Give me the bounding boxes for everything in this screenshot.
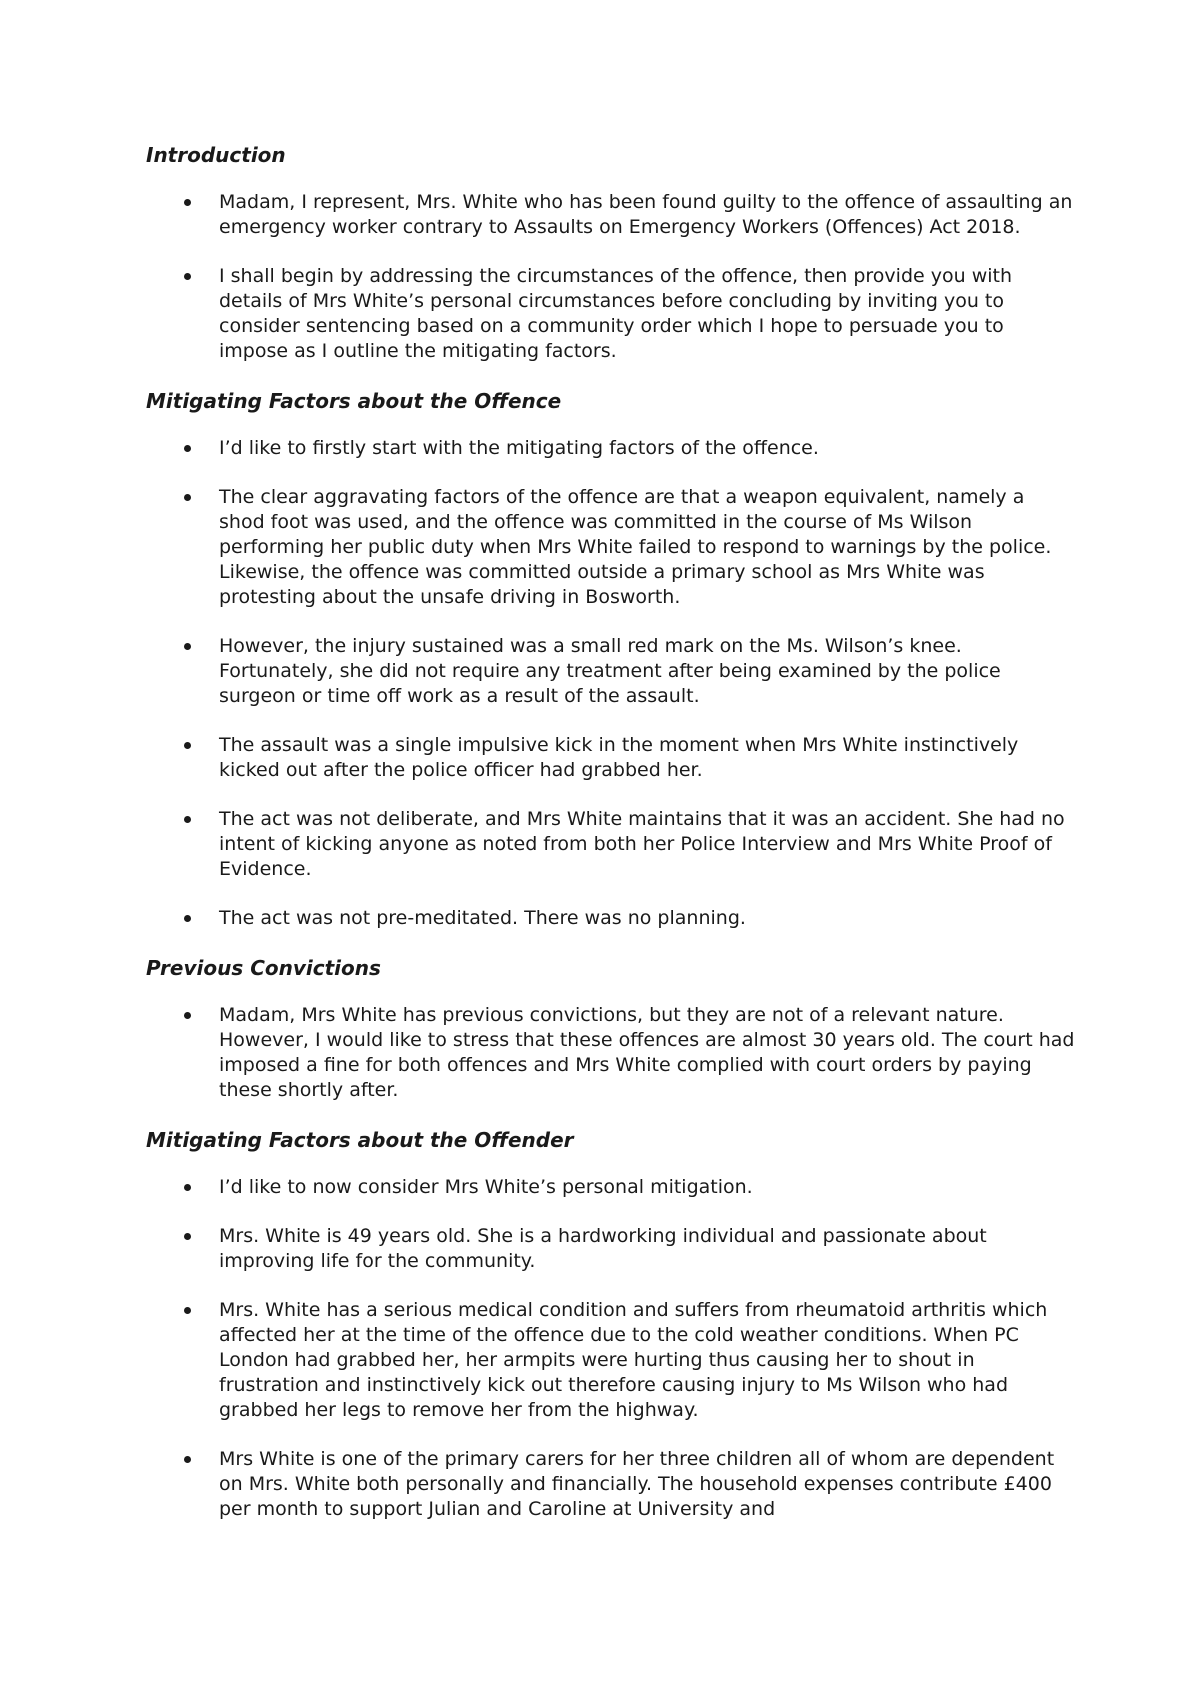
bullet-icon: [184, 494, 191, 501]
bullet-icon: [184, 445, 191, 452]
section-heading-previous-convictions: Previous Convictions: [146, 956, 381, 980]
list-item: [146, 1447, 1076, 1522]
list-item: [146, 264, 1076, 364]
bullet-icon: [184, 742, 191, 749]
paragraph-text: The clear aggravating factors of the offence are that a weapon equivalent, namely a shod foot was used, and the offence was committed in the course of Ms Wilson performing her public duty when Mrs White failed to respond to warnings by the police. Likewise, the offence was committed outside a primary school as Mrs White was protesting about the unsafe driving in Bosworth.: [219, 486, 1052, 608]
list-item: [146, 733, 1076, 783]
bullet-icon: [184, 1184, 191, 1191]
paragraph-text: Madam, Mrs White has previous convictions, but they are not of a relevant nature. However, I would like to stress that these offences are almost 30 years old. The court had imposed a fine for both offences and Mrs White complied with court orders by paying these shortly after.: [219, 1004, 1075, 1101]
section-heading-introduction: Introduction: [146, 143, 286, 167]
list-item: [146, 485, 1076, 610]
bullet-icon: [184, 1233, 191, 1240]
list-item: [146, 1298, 1076, 1423]
bullet-list-previous-convictions: [146, 1003, 1076, 1103]
paragraph-text: I shall begin by addressing the circumstances of the offence, then provide you with details of Mrs White’s personal circumstances before concluding by inviting you to consider sentencing based on a community order which I hope to persuade you to impose as I outline the mitigating factors.: [219, 265, 1012, 362]
paragraph-text: Mrs. White has a serious medical condition and suffers from rheumatoid arthritis which affected her at the time of the offence due to the cold weather conditions. When PC London had grabbed her, her armpits were hurting thus causing her to shout in frustration and instinctively kick out therefore causing injury to Ms Wilson who had grabbed her legs to remove her from the highway.: [219, 1299, 1048, 1421]
paragraph-text: The act was not deliberate, and Mrs White maintains that it was an accident. She had no intent of kicking anyone as noted from both her Police Interview and Mrs White Proof of Evidence.: [219, 808, 1065, 880]
bullet-icon: [184, 199, 191, 206]
paragraph-text: I’d like to now consider Mrs White’s personal mitigation.: [219, 1176, 753, 1198]
paragraph-text: Mrs. White is 49 years old. She is a hardworking individual and passionate about improving life for the community.: [219, 1225, 987, 1272]
section-heading-offence-mitigation: Mitigating Factors about the Offence: [146, 389, 562, 413]
paragraph-text: I’d like to firstly start with the mitigating factors of the offence.: [219, 437, 819, 459]
paragraph-text: Mrs White is one of the primary carers for her three children all of whom are dependent on Mrs. White both personally and financially. The household expenses contribute £400 per month to support Julian and Caroline at University and: [219, 1448, 1055, 1520]
bullet-icon: [184, 1456, 191, 1463]
list-item: [146, 1003, 1076, 1103]
list-item: [146, 807, 1076, 882]
list-item: [146, 634, 1076, 709]
bullet-icon: [184, 1012, 191, 1019]
list-item: [146, 1175, 1076, 1200]
list-item: [146, 906, 1076, 931]
list-item: [146, 190, 1076, 240]
section-heading-offender-mitigation: Mitigating Factors about the Offender: [146, 1128, 574, 1152]
bullet-list-offender-mitigation: [146, 1175, 1076, 1522]
list-item: [146, 1224, 1076, 1274]
bullet-icon: [184, 915, 191, 922]
bullet-list-introduction: [146, 190, 1076, 364]
paragraph-text: Madam, I represent, Mrs. White who has been found guilty to the offence of assaulting an emergency worker contrary to Assaults on Emergency Workers (Offences) Act 2018.: [219, 191, 1073, 238]
paragraph-text: The assault was a single impulsive kick in the moment when Mrs White instinctively kicked out after the police officer had grabbed her.: [219, 734, 1019, 781]
bullet-icon: [184, 643, 191, 650]
bullet-icon: [184, 816, 191, 823]
paragraph-text: The act was not pre-meditated. There was no planning.: [219, 907, 746, 929]
bullet-icon: [184, 273, 191, 280]
paragraph-text: However, the injury sustained was a small red mark on the Ms. Wilson’s knee. Fortunately, she did not require any treatment after being examined by the police surgeon or time off work as a result of the assault.: [219, 635, 1001, 707]
bullet-icon: [184, 1307, 191, 1314]
document-body: [146, 142, 1076, 1546]
bullet-list-offence-mitigation: [146, 436, 1076, 931]
list-item: [146, 436, 1076, 461]
